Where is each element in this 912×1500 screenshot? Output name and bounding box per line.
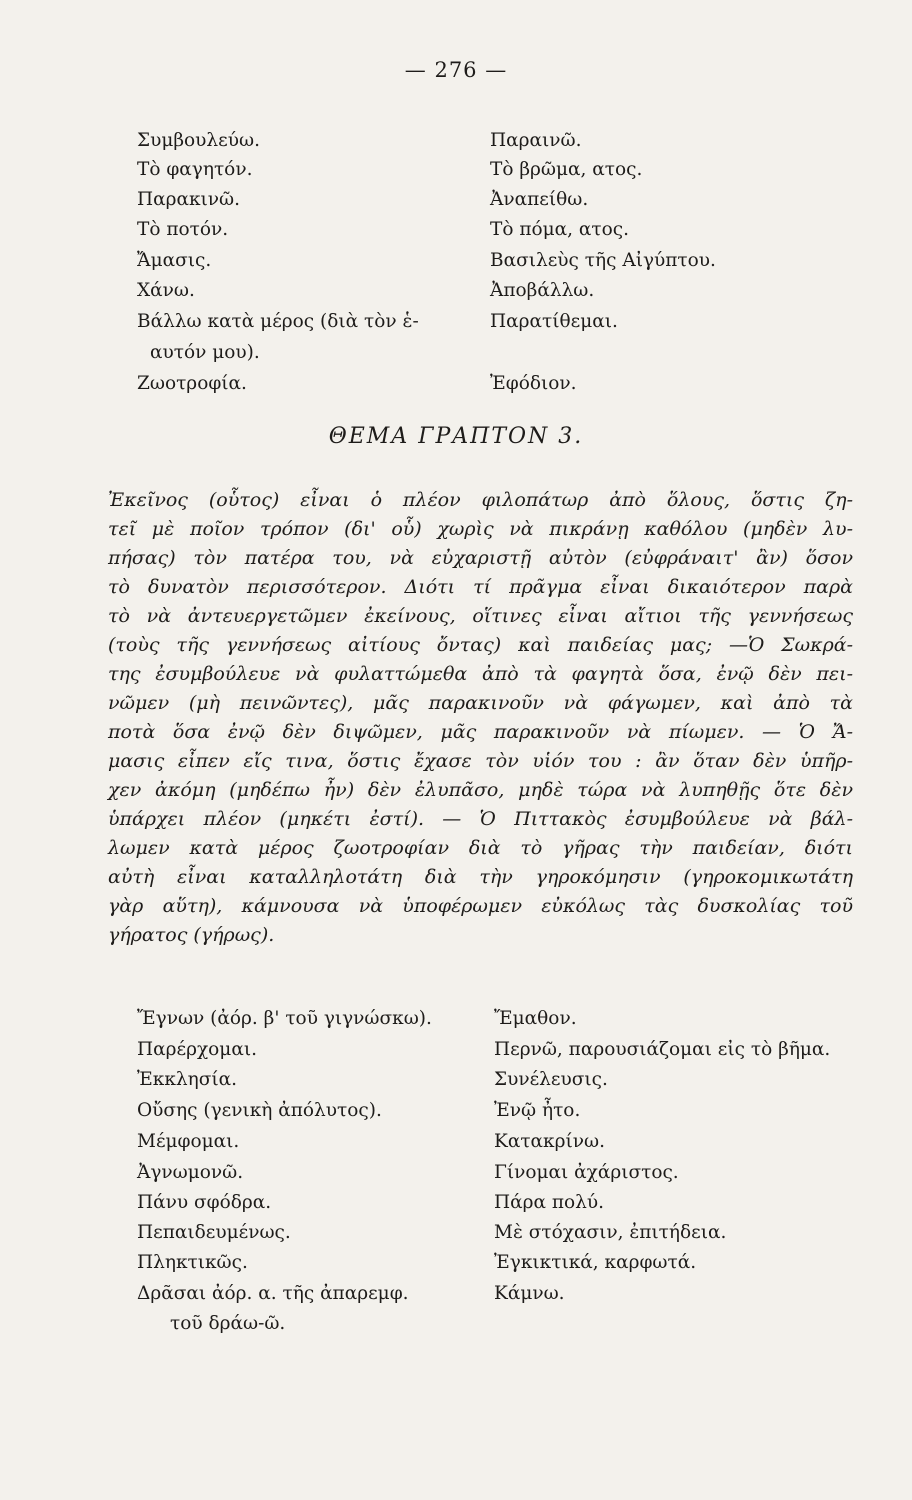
page-number: — 276 — bbox=[404, 58, 508, 82]
text-line-7: της ἐσυμβούλευε νὰ φυλαττώμεθα ἀπὸ τὰ φαγητὰ ὅσα, ἐνῷ δὲν πει- bbox=[108, 663, 853, 685]
vocab-bottom-left-11: τοῦ δράω-ῶ. bbox=[170, 1313, 286, 1334]
vocab-bottom-right-10: Κάμνω. bbox=[494, 1283, 565, 1304]
vocab-bottom-right-6: Γίνομαι ἀχάριστος. bbox=[494, 1162, 679, 1183]
vocab-bottom-left-10: Δρᾶσαι ἀόρ. α. τῆς ἀπαρεμφ. bbox=[137, 1283, 409, 1304]
vocab-top-right-9: Ἐφόδιον. bbox=[490, 373, 577, 394]
vocab-top-right-7: Παρατίθεμαι. bbox=[490, 311, 618, 332]
vocab-bottom-right-9: Ἐγκικτικά, καρφωτά. bbox=[494, 1252, 697, 1273]
vocab-bottom-left-9: Πληκτικῶς. bbox=[137, 1252, 248, 1273]
vocab-top-right-6: Ἀποβάλλω. bbox=[490, 280, 595, 301]
vocab-bottom-left-7: Πάνυ σφόδρα. bbox=[137, 1192, 272, 1213]
text-line-11: χεν ἀκόμη (μηδέπω ἦν) δὲν ἐλυπᾶσο, μηδὲ τώρα νὰ λυπηθῇς ὅτε δὲν bbox=[108, 779, 853, 801]
vocab-top-left-8: αυτόν μου). bbox=[150, 342, 260, 363]
vocab-top-right-3: Ἀναπείθω. bbox=[490, 189, 589, 210]
text-line-13: λωμεν κατὰ μέρος ζωοτροφίαν διὰ τὸ γῆρας τὴν παιδείαν, διότι bbox=[108, 837, 853, 859]
vocab-bottom-left-4: Οὔσης (γενικὴ ἀπόλυτος). bbox=[137, 1100, 382, 1121]
vocab-bottom-right-8: Μὲ στόχασιν, ἐπιτήδεια. bbox=[494, 1222, 727, 1243]
text-line-10: μασις εἶπεν εἴς τινα, ὅστις ἔχασε τὸν υἱόν του : ἂν ὅταν δὲν ὑπῆρ- bbox=[108, 750, 853, 772]
vocab-bottom-right-4: Ἐνῷ ἦτο. bbox=[494, 1100, 581, 1121]
vocab-top-right-1: Παραινῶ. bbox=[490, 130, 582, 151]
text-line-12: ὑπάρχει πλέον (μηκέτι ἐστί). — Ὁ Πιττακὸς ἐσυμβούλευε νὰ βάλ- bbox=[108, 808, 853, 830]
text-line-8: νῶμεν (μὴ πεινῶντες), μᾶς παρακινοῦν νὰ φάγωμεν, καὶ ἀπὸ τὰ bbox=[108, 692, 853, 714]
exercise-text bbox=[108, 486, 853, 950]
text-line-2: τεῖ μὲ ποῖον τρόπον (δι' οὗ) χωρὶς νὰ πικράνῃ καθόλου (μηδὲν λυ- bbox=[108, 518, 853, 540]
vocab-top-left-2: Τὸ φαγητόν. bbox=[137, 159, 253, 180]
vocab-bottom-left-1: Ἔγνων (ἀόρ. β' τοῦ γιγνώσκω). bbox=[137, 1008, 432, 1029]
text-line-3: πήσας) τὸν πατέρα του, νὰ εὐχαριστῇ αὐτὸν (εὐφράναιτ' ἂν) ὅσον bbox=[108, 547, 853, 569]
vocab-top-left-5: Ἄμασις. bbox=[137, 250, 212, 271]
text-line-15: γὰρ αὕτη), κάμνουσα νὰ ὑποφέρωμεν εὐκόλως τὰς δυσκολίας τοῦ bbox=[108, 895, 853, 917]
vocab-top-left-4: Τὸ ποτόν. bbox=[137, 219, 229, 240]
text-line-5: τὸ νὰ ἀντευεργετῶμεν ἐκείνους, οἵτινες εἶναι αἴτιοι τῆς γεννήσεως bbox=[108, 605, 853, 627]
vocab-top-left-3: Παρακινῶ. bbox=[137, 189, 241, 210]
vocab-top-right-5: Βασιλεὺς τῆς Αἰγύπτου. bbox=[490, 250, 716, 271]
section-title: ΘΕΜΑ ΓΡΑΠΤΟΝ 3. bbox=[328, 424, 584, 449]
text-line-9: ποτὰ ὅσα ἐνῷ δὲν διψῶμεν, μᾶς παρακινοῦν νὰ πίωμεν. — Ὁ Ἄ- bbox=[108, 721, 853, 743]
vocab-top-right-2: Τὸ βρῶμα, ατος. bbox=[490, 159, 643, 180]
text-line-4: τὸ δυνατὸν περισσότερον. Διότι τί πρᾶγμα εἶναι δικαιότερον παρὰ bbox=[108, 576, 853, 598]
vocab-bottom-right-5: Κατακρίνω. bbox=[494, 1131, 605, 1152]
text-line-16: γήρατος (γήρως). bbox=[108, 924, 275, 946]
vocab-bottom-left-3: Ἐκκλησία. bbox=[137, 1069, 237, 1090]
text-line-6: (τοὺς τῆς γεννήσεως αἰτίους ὄντας) καὶ παιδείας μας; —Ὁ Σωκρά- bbox=[108, 634, 853, 656]
vocab-top-left-9: Ζωοτροφία. bbox=[137, 373, 247, 394]
vocab-bottom-left-8: Πεπαιδευμένως. bbox=[137, 1222, 291, 1243]
vocab-top-left-7: Βάλλω κατὰ μέρος (διὰ τὸν ἑ- bbox=[137, 311, 419, 332]
vocab-bottom-right-7: Πάρα πολύ. bbox=[494, 1192, 605, 1213]
vocab-top-left-6: Χάνω. bbox=[137, 280, 195, 301]
vocab-top-left-1: Συμβουλεύω. bbox=[137, 130, 260, 151]
text-line-14: αὐτὴ εἶναι καταλληλοτάτη διὰ τὴν γηροκόμησιν (γηροκομικωτάτη bbox=[108, 866, 853, 888]
vocab-bottom-right-2: Περνῶ, παρουσιάζομαι εἰς τὸ βῆμα. bbox=[494, 1039, 831, 1060]
vocab-bottom-left-6: Ἀγνωμονῶ. bbox=[137, 1162, 244, 1183]
vocab-bottom-right-3: Συνέλευσις. bbox=[494, 1069, 608, 1090]
vocab-top-right-4: Τὸ πόμα, ατος. bbox=[490, 219, 630, 240]
text-line-1: Ἐκεῖνος (οὗτος) εἶναι ὁ πλέον φιλοπάτωρ ἀπὸ ὅλους, ὅστις ζη- bbox=[108, 489, 853, 511]
vocab-bottom-left-5: Μέμφομαι. bbox=[137, 1131, 240, 1152]
vocab-bottom-right-1: Ἔμαθον. bbox=[494, 1008, 577, 1029]
vocab-bottom-left-2: Παρέρχομαι. bbox=[137, 1039, 257, 1060]
